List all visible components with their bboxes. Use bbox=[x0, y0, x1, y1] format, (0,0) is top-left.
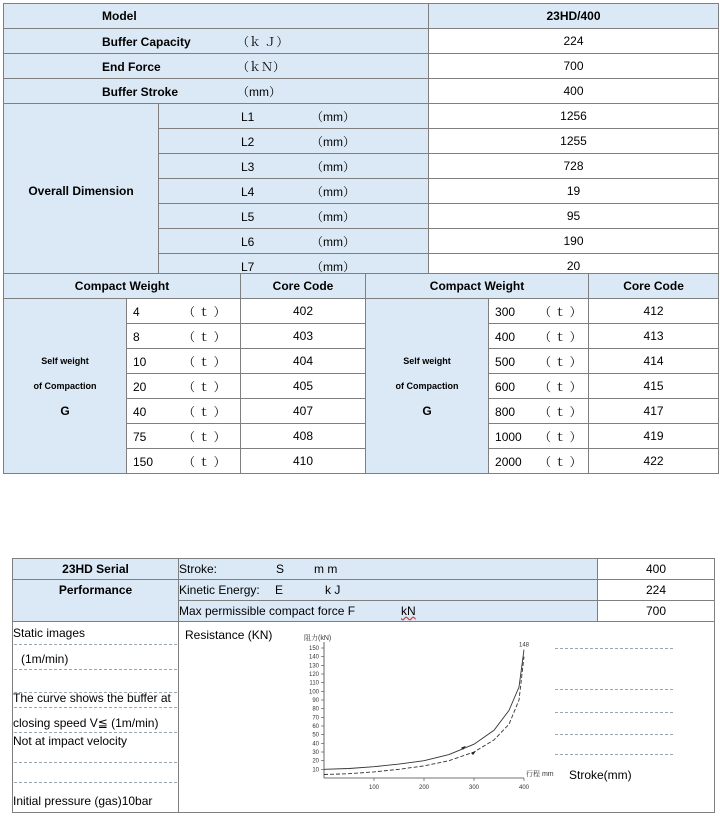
performance-label: Performance bbox=[13, 580, 179, 622]
dim-unit: （mm） bbox=[311, 109, 355, 124]
ke-value: 224 bbox=[598, 580, 715, 601]
core-code: 417 bbox=[589, 399, 719, 424]
y-tick-label: 100 bbox=[308, 689, 319, 696]
ke-label: Kinetic Energy: bbox=[179, 583, 260, 597]
core-code: 415 bbox=[589, 374, 719, 399]
y-tick-label: 60 bbox=[312, 724, 319, 730]
weight-value: 150 bbox=[133, 454, 154, 469]
core-code: 403 bbox=[241, 324, 366, 349]
core-code: 419 bbox=[589, 424, 719, 449]
serial-label: 23HD Serial bbox=[13, 559, 179, 580]
core-code: 402 bbox=[241, 299, 366, 324]
compact-weight-header: Compact Weight bbox=[366, 274, 589, 299]
weight-unit: （ ｔ ） bbox=[539, 404, 582, 419]
y-tick-label: 150 bbox=[308, 646, 319, 652]
dim-unit: （mm） bbox=[311, 234, 355, 249]
weight-value: 2000 bbox=[495, 454, 522, 469]
weight-row bbox=[4, 399, 719, 424]
notes-cell bbox=[13, 622, 179, 813]
y-tick-label: 20 bbox=[312, 758, 319, 765]
weight-table bbox=[3, 273, 719, 474]
of-compaction-label: of Compaction bbox=[366, 374, 489, 399]
dim-value: 728 bbox=[429, 154, 719, 179]
stroke-mm-label: Stroke(mm) bbox=[569, 768, 632, 782]
stroke-row bbox=[13, 559, 715, 580]
x-tick-label: 300 bbox=[468, 785, 480, 791]
dim-value: 1255 bbox=[429, 129, 719, 154]
ke-unit: k J bbox=[325, 583, 341, 597]
weight-row bbox=[4, 449, 719, 474]
core-code: 410 bbox=[241, 449, 366, 474]
end-force-row bbox=[4, 54, 719, 79]
y-tick-label: 50 bbox=[312, 732, 319, 739]
x-tick-label: 400 bbox=[518, 785, 530, 791]
core-code-header: Core Code bbox=[241, 274, 366, 299]
buffer-stroke-value: 400 bbox=[429, 79, 719, 104]
resistance-chart bbox=[294, 630, 554, 800]
of-compaction-label: of Compaction bbox=[4, 374, 127, 399]
dim-row bbox=[4, 104, 719, 129]
weight-row bbox=[4, 324, 719, 349]
weight-row bbox=[4, 349, 719, 374]
dim-name: L2 bbox=[241, 134, 255, 149]
stroke-value: 400 bbox=[598, 559, 715, 580]
y-tick-label: 140 bbox=[308, 654, 319, 661]
force-value: 700 bbox=[598, 601, 715, 622]
buffer-stroke-unit: （mm） bbox=[237, 84, 281, 99]
buffer-stroke-row bbox=[4, 79, 719, 104]
dim-unit: （mm） bbox=[311, 184, 355, 199]
weight-value: 400 bbox=[495, 329, 516, 344]
dim-name: L6 bbox=[241, 234, 255, 249]
ke-row bbox=[13, 580, 715, 601]
y-axis-label: 阻力(kN) bbox=[304, 635, 332, 642]
dim-value: 19 bbox=[429, 179, 719, 204]
weight-unit: （ ｔ ） bbox=[539, 454, 582, 469]
resistance-unit: (KN) bbox=[247, 628, 273, 642]
core-code-header: Core Code bbox=[589, 274, 719, 299]
weight-unit: （ ｔ ） bbox=[539, 429, 582, 444]
chart-cell bbox=[179, 622, 715, 813]
peak-label: 148 bbox=[519, 642, 530, 649]
dim-unit: （mm） bbox=[311, 134, 355, 149]
weight-value: 20 bbox=[133, 379, 147, 394]
core-code: 412 bbox=[589, 299, 719, 324]
weight-unit: （ ｔ ） bbox=[539, 354, 582, 369]
series-arrow bbox=[471, 751, 476, 755]
stroke-unit: m m bbox=[314, 562, 338, 576]
weight-unit: （ ｔ ） bbox=[539, 379, 582, 394]
curve-note-3: Not at impact velocity bbox=[13, 734, 128, 748]
self-weight-label: Self weight bbox=[366, 349, 489, 374]
dim-value: 1256 bbox=[429, 104, 719, 129]
weight-row bbox=[4, 299, 719, 324]
weight-row bbox=[4, 424, 719, 449]
ke-symbol: E bbox=[275, 583, 284, 597]
weight-unit: （ ｔ ） bbox=[183, 354, 226, 369]
weight-value: 800 bbox=[495, 404, 516, 419]
weight-unit: （ ｔ ） bbox=[183, 429, 226, 444]
g-label: G bbox=[4, 399, 127, 424]
weight-value: 8 bbox=[133, 329, 140, 344]
speed-note: (1m/min) bbox=[21, 652, 69, 666]
self-weight-label: Self weight bbox=[4, 349, 127, 374]
core-code: 405 bbox=[241, 374, 366, 399]
y-tick-label: 110 bbox=[309, 680, 319, 687]
dim-name: L5 bbox=[241, 209, 255, 224]
weight-unit: （ ｔ ） bbox=[539, 304, 582, 319]
performance-table bbox=[12, 558, 715, 813]
y-ticks bbox=[309, 646, 324, 773]
core-code: 404 bbox=[241, 349, 366, 374]
weight-value: 1000 bbox=[495, 429, 522, 444]
dim-name: L7 bbox=[241, 259, 255, 274]
stroke-symbol: S bbox=[276, 562, 285, 576]
core-code: 413 bbox=[589, 324, 719, 349]
model-label: Model bbox=[4, 4, 429, 29]
weight-unit: （ ｔ ） bbox=[539, 329, 582, 344]
dim-name: L1 bbox=[241, 109, 255, 124]
weight-value: 600 bbox=[495, 379, 516, 394]
y-tick-label: 30 bbox=[312, 750, 319, 756]
y-tick-label: 40 bbox=[312, 741, 319, 748]
force-label: Max permissible compact force F bbox=[179, 604, 356, 618]
x-tick-label: 200 bbox=[418, 785, 430, 791]
weight-value: 500 bbox=[495, 354, 516, 369]
dim-name: L4 bbox=[241, 184, 255, 199]
weight-unit: （ ｔ ） bbox=[183, 404, 226, 419]
curve-note-2: closing speed V≦ (1m/min) bbox=[13, 716, 159, 730]
core-code: 407 bbox=[241, 399, 366, 424]
curve-note-1: The curve shows the buffer at bbox=[13, 691, 171, 705]
weight-row bbox=[4, 374, 719, 399]
core-code: 422 bbox=[589, 449, 719, 474]
y-tick-label: 10 bbox=[312, 767, 319, 774]
dim-unit: （mm） bbox=[311, 209, 355, 224]
buffer-stroke-label: Buffer Stroke bbox=[102, 84, 179, 99]
buffer-capacity-row bbox=[4, 29, 719, 54]
weight-value: 10 bbox=[133, 354, 147, 369]
dim-value: 20 bbox=[429, 254, 719, 279]
weight-value: 40 bbox=[133, 404, 147, 419]
g-label: G bbox=[366, 399, 489, 424]
weight-value: 300 bbox=[495, 304, 516, 319]
y-tick-label: 70 bbox=[312, 715, 319, 722]
dim-value: 190 bbox=[429, 229, 719, 254]
weight-value: 4 bbox=[133, 304, 140, 319]
spec-table bbox=[3, 3, 719, 279]
dim-unit: （mm） bbox=[311, 259, 355, 274]
y-tick-label: 80 bbox=[312, 706, 319, 713]
weight-value: 75 bbox=[133, 429, 147, 444]
core-code: 414 bbox=[589, 349, 719, 374]
series-line bbox=[324, 657, 524, 775]
y-tick-label: 130 bbox=[308, 663, 319, 670]
buffer-capacity-value: 224 bbox=[429, 29, 719, 54]
stroke-label: Stroke: bbox=[179, 562, 218, 576]
weight-unit: （ ｔ ） bbox=[183, 379, 226, 394]
initial-pressure-label: Initial pressure (gas)10bar bbox=[13, 794, 153, 808]
end-force-label: End Force bbox=[102, 59, 161, 74]
weight-unit: （ ｔ ） bbox=[183, 304, 226, 319]
overall-dimension-label: Overall Dimension bbox=[4, 104, 159, 279]
x-ticks bbox=[369, 778, 530, 791]
dim-value: 95 bbox=[429, 204, 719, 229]
chart-row bbox=[13, 622, 715, 813]
resistance-label: Resistance bbox=[185, 628, 245, 642]
static-images-label: Static images bbox=[13, 626, 86, 640]
dim-unit: （mm） bbox=[311, 159, 355, 174]
y-tick-label: 90 bbox=[312, 698, 319, 704]
series-lines bbox=[324, 650, 524, 775]
buffer-capacity-unit: （ｋ Ｊ） bbox=[237, 34, 289, 49]
core-code: 408 bbox=[241, 424, 366, 449]
dim-name: L3 bbox=[241, 159, 255, 174]
x-tick-label: 100 bbox=[368, 785, 380, 791]
end-force-value: 700 bbox=[429, 54, 719, 79]
buffer-capacity-label: Buffer Capacity bbox=[102, 34, 191, 49]
series-line bbox=[324, 650, 524, 770]
compact-weight-header: Compact Weight bbox=[4, 274, 241, 299]
weight-header-row bbox=[4, 274, 719, 299]
model-value: 23HD/400 bbox=[429, 4, 719, 29]
force-unit: kN bbox=[401, 604, 416, 618]
end-force-unit: （ｋＮ） bbox=[237, 59, 286, 74]
model-row bbox=[4, 4, 719, 29]
weight-unit: （ ｔ ） bbox=[183, 454, 226, 469]
x-axis-label: 行程 mm bbox=[526, 771, 554, 778]
weight-unit: （ ｔ ） bbox=[183, 329, 226, 344]
y-tick-label: 120 bbox=[308, 672, 319, 678]
